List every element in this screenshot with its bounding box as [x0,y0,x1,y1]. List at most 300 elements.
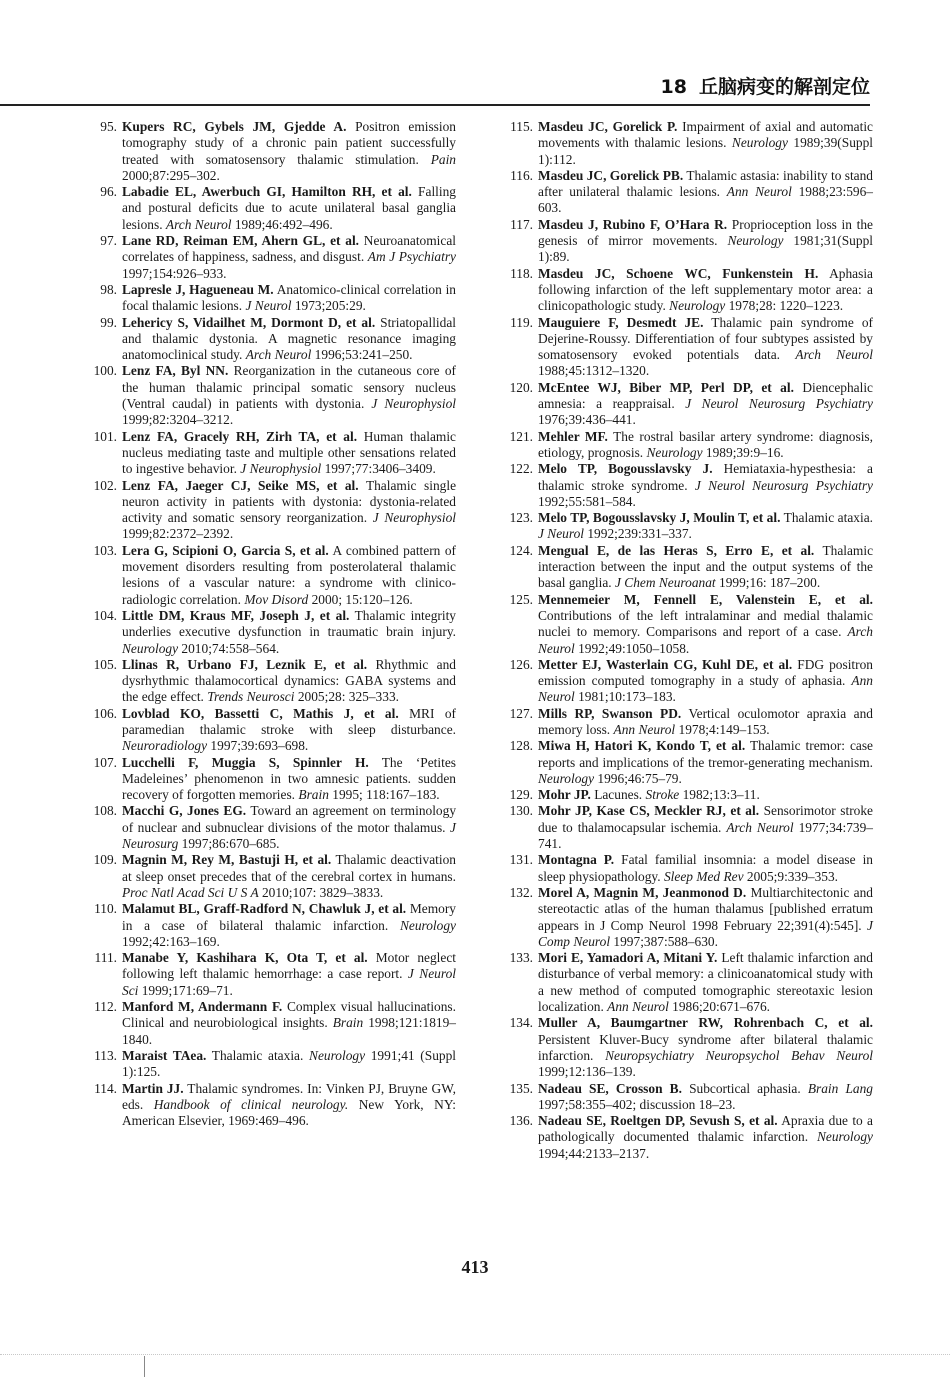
reference-authors: Maraist TAea. [122,1047,207,1063]
reference-text [122,363,456,428]
reference-title: Thalamic tremor: case reports and implications of the tremor-generating mechanism. [538,738,873,770]
reference-title: The ‘Petites Madeleines’ phenomenon in two amnesic patients. sudden recovery of forgotten memories. [122,754,456,803]
reference-entry [502,852,873,885]
reference-text [122,608,456,657]
chapter-title: 丘脑病变的解剖定位 [698,76,870,98]
reference-title: Contributions of the left intralaminar and medial thalamic nuclei to memory. Comparisons and report of a case. [538,607,873,640]
reference-entry [502,543,873,592]
reference-journal: Ann Neurol [538,673,873,705]
references-left-column [86,119,456,1129]
reference-authors: Morel A, Magnin M, Jeanmonod D. [538,884,747,900]
reference-number: 129. [509,787,533,803]
reference-text [538,461,873,510]
reference-title: Motor neglect following left thalamic hemorrhage: a case report. [122,950,456,982]
reference-title: Thalamic deactivation at sleep onset precedes that of the cerebral cortex in humans. [122,852,456,884]
reference-entry [86,999,456,1048]
reference-text [538,738,873,787]
reference-number: 119. [510,314,533,330]
reference-authors: Mehler MF. [538,428,608,444]
reference-citation: 1977;34:739–741. [538,819,873,852]
reference-number: 135. [509,1080,533,1096]
reference-citation: 1995; 118:167–183. [332,787,440,803]
reference-text [122,1081,456,1130]
reference-title: Falling and postural deficits due to acute unilateral basal ganglia lesions. [122,184,456,232]
reference-text [538,787,873,803]
reference-number: 131. [509,852,533,868]
reference-citation: 1997;86:670–685. [181,836,280,852]
reference-number: 101. [93,428,117,444]
reference-entry [86,1081,456,1130]
reference-text [122,233,456,282]
reference-title: Left thalamic infarction and disturbance of verbal memory: a clinicoanatomical study with a new method of computed tomographic stereotaxic lesion localization. [538,950,873,1015]
reference-citation: 1978;4:149–153. [678,721,770,737]
reference-title: Complex visual hallucinations. Clinical and neurobiological insights. [122,999,456,1031]
reference-text [122,803,456,852]
reference-entry [502,738,873,787]
reference-citation: 2010;74:558–564. [181,640,280,656]
reference-text [538,168,873,217]
reference-citation: 2010;107: 3829–3833. [261,884,384,900]
reference-number: 115. [510,119,533,134]
reference-title: Apraxia due to a pathologically documented thalamic infarction. [538,1113,873,1145]
reference-entry [502,315,873,380]
reference-title: Thalamic astasia: inability to stand after unilateral thalamic lesions. [538,167,873,200]
reference-title: Sensorimotor stroke due to thalamocapsular ischemia. [538,803,873,835]
reference-journal: Mov Disord [244,591,309,607]
reference-title: MRI of paramedian thalamic stroke with sleep disturbance. [122,705,456,737]
reference-title: Persistent Kluver-Bucy syndrome after bilateral thalamic infarction. [538,1031,873,1063]
reference-citation: 1981;10:173–183. [578,689,676,705]
reference-authors: Lucchelli F, Muggia S, Spinnler H. [122,754,369,770]
reference-entry [502,787,873,803]
reference-authors: Lovblad KO, Bassetti C, Mathis J, et al. [122,705,399,721]
reference-number: 108. [93,803,117,819]
reference-journal: Neuroradiology [122,738,208,754]
reference-title: Thalamic single neuron activity in patients with dystonia: dystonia-related activity and somatic sensory reorganization. [122,477,457,526]
reference-entry [86,1048,456,1081]
reference-number: 117. [510,216,533,232]
reference-text [122,999,456,1048]
reference-journal: Sleep Med Rev [663,868,744,884]
reference-text [538,119,873,168]
reference-number: 95. [100,119,117,134]
reference-number: 128. [509,738,533,754]
reference-journal: Trends Neurosci [207,689,295,705]
reference-citation: 1999;82:2372–2392. [122,526,234,542]
reference-citation: 1996;46:75–79. [597,770,682,786]
reference-number: 104. [93,607,117,623]
reference-entry [502,168,873,217]
reference-authors: Mohr JP. [538,787,591,803]
reference-authors: Kupers RC, Gybels JM, Gjedde A. [122,119,347,134]
reference-journal: Brain [298,787,329,803]
reference-citation: 1976;39:436–441. [538,412,636,428]
reference-title: Hemiataxia-hypesthesia: a thalamic stroke syndrome. [538,461,873,493]
reference-citation: 1999;171:69–71. [141,982,233,998]
reference-authors: Masdeu JC, Gorelick P. [538,119,678,134]
reference-authors: Nadeau SE, Roeltgen DP, Sevush S, et al. [538,1113,778,1129]
reference-entry [502,657,873,706]
reference-text [122,429,456,478]
reference-number: 121. [509,428,533,444]
reference-citation: 1994;44:2133–2137. [538,1145,650,1161]
reference-citation: 2005;9:339–353. [746,868,839,884]
reference-title: Multiarchitectonic and stereotactic atlas of the human thalamus [published erratum appears in J Comp Neurol 1998 February 22;391(4):545]. [538,884,873,933]
reference-authors: Miwa H, Hatori K, Kondo T, et al. [538,738,746,754]
reference-number: 107. [93,754,117,770]
reference-journal: J Neurol Neurosurg Psychiatry [694,477,874,493]
reference-authors: Manabe Y, Kashihara K, Ota T, et al. [122,950,368,966]
reference-citation: 1978;28: 1220–1223. [728,298,844,314]
reference-journal: Ann Neurol [726,184,792,200]
reference-authors: Little DM, Kraus MF, Joseph J, et al. [122,607,350,623]
running-head [661,72,870,99]
reference-journal: Stroke [645,787,680,803]
reference-authors: Lera G, Scipioni O, Garcia S, et al. [122,542,329,558]
page-header [0,0,950,120]
reference-journal: Arch Neurol [538,624,874,656]
reference-citation: 1988;23:596–603. [538,184,873,216]
reference-text [122,119,456,184]
reference-authors: Mengual E, de las Heras S, Erro E, et al. [538,542,815,558]
reference-authors: Lenz FA, Jaeger CJ, Seike MS, et al. [122,477,359,493]
reference-text [122,315,456,364]
reference-entry [502,1113,873,1162]
reference-authors: Lenz FA, Byl NN. [122,363,229,379]
reference-number: 103. [93,542,117,558]
reference-number: 133. [509,950,533,966]
reference-title: Thalamic pain syndrome of Dejerine-Roussy. Differentiation of four subtypes assisted by somatosensory evoked potentials data. [538,314,873,363]
reference-authors: Mauguiere F, Desmedt JE. [538,314,704,330]
reference-title: Thalamic ataxia. [211,1047,304,1063]
reference-journal: J Neurophysiol [372,510,456,526]
reference-citation: 1999;82:3204–3212. [122,412,234,428]
reference-citation: 2000;87:295–302. [122,167,220,183]
reference-number: 120. [509,379,533,395]
reference-authors: Melo TP, Bogousslavsky J, Moulin T, et al. [538,510,781,526]
reference-citation: 1986;20:671–676. [672,999,770,1015]
reference-title: Fatal familial insomnia: a model disease in sleep physiopathology. [538,852,873,884]
reference-citation: 1988;45:1312–1320. [538,363,650,379]
reference-title: Thalamic syndromes. In: Vinken PJ, Bruyne GW, eds. [122,1080,456,1112]
reference-entry [502,217,873,266]
reference-citation: 1992;55:581–584. [538,493,636,509]
reference-number: 98. [100,281,117,297]
reference-authors: Montagna P. [538,852,615,868]
reference-authors: Labadie EL, Awerbuch GI, Hamilton RH, et al. [122,184,412,200]
reference-authors: Metter EJ, Wasterlain CG, Kuhl DE, et al. [538,656,793,672]
reference-text [538,885,873,950]
reference-text [538,543,873,592]
reference-text [538,1081,873,1114]
reference-title: Human thalamic nucleus mediating taste and multiple other sensations related to ingestive behavior. [122,428,456,477]
reference-journal: J Neurophysiol [371,396,456,412]
reference-title: Anatomico-clinical correlation in focal thalamic lesions. [122,281,456,314]
reference-title: Proprioception loss in the genesis of mirror movements. [538,216,873,249]
reference-journal: J Neurophysiol [240,461,322,477]
reference-text [538,315,873,380]
reference-entry [86,478,456,543]
reference-authors: Manford M, Andermann F. [122,999,283,1015]
reference-citation: 1997;58:355–402; discussion 18–23. [538,1096,736,1112]
reference-title: Memory in a case of bilateral thalamic infarction. [122,901,456,933]
reference-entry [502,119,873,168]
reference-entry [86,608,456,657]
reference-text [538,266,873,315]
reference-citation: 1997;387:588–630. [613,933,718,949]
reference-number: 130. [509,803,533,819]
reference-title: Impairment of axial and automatic movements with thalamic lesions. [538,119,873,151]
reference-entry [86,901,456,950]
reference-citation: 1982;13:3–11. [682,787,760,803]
reference-number: 118. [510,265,533,281]
reference-entry [86,852,456,901]
reference-title: A combined pattern of movement disorders resulting from posterolateral thalamic lesions of a vascular nature: a syndrome with clinico-radiologic correlation. [122,542,456,607]
reference-text [538,657,873,706]
reference-title: Thalamic integrity underlies executive dysfunction in traumatic brain injury. [122,607,456,640]
reference-number: 122. [509,461,533,477]
reference-authors: Mills RP, Swanson PD. [538,705,682,721]
reference-entry [86,755,456,804]
reference-journal: J Neurol Neurosurg Psychiatry [685,396,873,412]
reference-text [122,755,456,804]
reference-number: 102. [93,477,117,493]
reference-journal: Neurology [122,640,179,656]
reference-entry [502,706,873,739]
reference-title: Diencephalic amnesia: a reappraisal. [538,379,873,412]
reference-journal: Proc Natl Acad Sci U S A [122,884,259,900]
reference-authors: Mennemeier M, Fennell E, Valenstein E, et al. [538,591,873,607]
reference-entry [502,429,873,462]
reference-journal: Am J Psychiatry [367,249,456,265]
reference-text [122,184,456,233]
reference-authors: Masdeu J, Rubino F, O’Hara R. [538,216,728,232]
reference-text [538,852,873,885]
reference-citation: 1989;39:9–16. [705,444,784,460]
reference-journal: J Neurol Sci [122,966,456,998]
reference-entry [502,1015,873,1080]
reference-authors: Mohr JP, Kase CS, Meckler RJ, et al. [538,803,760,819]
reference-entry [86,119,456,184]
reference-journal: Neurology [309,1047,366,1063]
reference-journal: Brain [332,1015,364,1031]
reference-title: FDG positron emission computed tomography in a study of aphasia. [538,656,873,689]
reference-text [122,950,456,999]
reference-number: 126. [509,656,533,672]
reference-text [538,429,873,462]
reference-title: Rhythmic and dysrhythmic thalamocortical dynamics: GABA systems and the edge effect. [122,656,456,705]
reference-authors: Lehericy S, Vidailhet M, Dormont D, et al. [122,314,376,330]
reference-title: The rostral basilar artery syndrome: diagnosis, etiology, prognosis. [538,428,873,460]
reference-text [538,1113,873,1162]
reference-entry [86,543,456,608]
reference-entry [86,706,456,755]
reference-number: 124. [509,542,533,558]
reference-title: Thalamic ataxia. [783,510,873,526]
reference-journal: Pain [430,151,456,167]
reference-journal: Neurology [646,444,703,460]
reference-title: Striatopallidal and thalamic dystonia. A magnetic resonance imaging anatomoclinical study. [122,314,456,363]
reference-title: Positron emission tomography study of a chronic pain patient successfully treated with somatosensory thalamic stimulation. [122,119,456,167]
reference-number: 106. [93,705,117,721]
reference-number: 100. [93,363,117,379]
reference-citation: 1973;205:29. [294,298,366,314]
reference-number: 136. [509,1113,533,1129]
reference-entry [86,429,456,478]
reference-citation: 2000; 15:120–126. [311,591,413,607]
reference-entry [502,950,873,1015]
reference-number: 123. [509,510,533,526]
reference-authors: Macchi G, Jones EG. [122,803,247,819]
reference-text [538,950,873,1015]
reference-text [122,1048,456,1081]
reference-journal: J Comp Neurol [538,917,873,949]
reference-entry [502,380,873,429]
references-right-column [502,119,873,1162]
page-number: 413 [461,1257,489,1277]
reference-entry [502,592,873,657]
reference-journal: Neurology [731,135,788,151]
reference-authors: McEntee WJ, Biber MP, Perl DP, et al. [538,379,794,395]
reference-authors: Magnin M, Rey M, Bastuji H, et al. [122,852,332,868]
reference-journal: Brain Lang [807,1080,873,1096]
reference-citation: 1991;41 (Suppl 1):125. [122,1047,456,1080]
reference-title: Aphasia following infarction of the left supplementary motor area: a clinicopathologic study. [538,265,874,314]
reference-text [122,478,456,543]
reference-number: 110. [94,901,117,917]
reference-number: 132. [509,884,533,900]
reference-citation: 1997;39:693–698. [210,738,309,754]
reference-title: Thalamic interaction between the input and the output systems of the basal ganglia. [538,542,874,591]
reference-text [122,901,456,950]
reference-entry [86,233,456,282]
reference-citation: 1992;239:331–337. [587,526,692,542]
reference-citation: 1997;77:3406–3409. [324,461,436,477]
reference-number: 111. [94,950,117,966]
reference-text [122,852,456,901]
reference-entry [86,315,456,364]
reference-number: 97. [100,233,117,249]
reference-number: 112. [94,999,117,1015]
reference-entry [86,803,456,852]
reference-title: Toward an agreement on terminology of nuclear and subnuclear divisions of the motor thalamus. [122,803,457,835]
reference-citation: 2005;28: 325–333. [297,689,399,705]
reference-journal: Arch Neurol [726,819,794,835]
reference-journal: Handbook of clinical neurology. [153,1096,349,1112]
reference-journal: Neuropsychiatry Neuropsychol Behav Neurol [605,1047,873,1063]
reference-title: Subcortical aphasia. [689,1080,801,1096]
reference-authors: Malamut BL, Graff-Radford N, Chawluk J, et al. [122,901,407,917]
reference-journal: Ann Neurol [613,721,676,737]
reference-citation: 1997;154:926–933. [122,265,227,281]
reference-text [122,657,456,706]
reference-number: 116. [510,167,533,183]
reference-authors: Melo TP, Bogousslavsky J. [538,461,713,477]
reference-journal: Arch Neurol [245,347,312,363]
reference-journal: J Neurosurg [122,819,456,852]
reference-text [122,282,456,315]
reference-title: Reorganization in the cutaneous core of the human thalamic principal somatic sensory nucleus (Ventral caudal) in patients with dystonia. [122,363,457,412]
reference-text [538,803,873,852]
reference-number: 125. [509,591,533,607]
reference-entry [502,510,873,543]
reference-text [538,380,873,429]
reference-journal: Neurology [538,770,595,786]
reference-authors: Llinas R, Urbano FJ, Leznik E, et al. [122,656,368,672]
reference-journal: J Neurol [245,298,292,314]
reference-authors: Nadeau SE, Crosson B. [538,1080,682,1096]
reference-authors: Mori E, Yamadori A, Mitani Y. [538,950,718,966]
reference-text [122,706,456,755]
reference-authors: Masdeu JC, Schoene WC, Funkenstein H. [538,265,819,281]
reference-title: Lacunes. [594,787,643,803]
reference-authors: Lapresle J, Hagueneau M. [122,281,274,297]
reference-text [538,217,873,266]
reference-text [538,1015,873,1080]
header-rule [0,104,870,106]
reference-text [122,543,456,608]
reference-entry [502,803,873,852]
reference-journal: Neurology [669,298,726,314]
reference-citation: 1981;31(Suppl 1):89. [538,233,873,265]
reference-number: 109. [93,852,117,868]
footer-tick-mark [144,1356,145,1377]
reference-text [538,510,873,543]
reference-entry [86,950,456,999]
reference-authors: Lenz FA, Gracely RH, Zirh TA, et al. [122,428,358,444]
reference-number: 105. [93,656,117,672]
reference-entry [86,657,456,706]
reference-citation: 1989;39(Suppl 1):112. [538,135,873,167]
reference-journal: Arch Neurol [795,347,873,363]
reference-authors: Muller A, Baumgartner RW, Rohrenbach C, et al. [538,1015,873,1031]
reference-journal: Neurology [816,1129,873,1145]
reference-entry [86,363,456,428]
reference-citation: 1996;53:241–250. [314,347,413,363]
reference-title: Neuroanatomical correlates of happiness, sadness, and disgust. [122,233,456,265]
reference-text [538,706,873,739]
reference-citation: 1992;42:163–169. [122,933,220,949]
reference-journal: Neurology [399,917,456,933]
reference-citation: 1992;49:1050–1058. [578,640,690,656]
chapter-number: 18 [660,76,687,98]
reference-number: 134. [509,1015,533,1031]
reference-number: 127. [509,705,533,721]
reference-entry [502,266,873,315]
reference-citation: 1999;16: 187–200. [719,575,821,591]
reference-number: 96. [100,184,117,200]
reference-journal: J Chem Neuroanat [614,575,716,591]
reference-journal: Arch Neurol [165,216,232,232]
reference-entry [502,1081,873,1114]
reference-number: 114. [94,1080,117,1096]
reference-number: 99. [100,314,117,330]
reference-authors: Martin JJ. [122,1080,184,1096]
reference-authors: Lane RD, Reiman EM, Ahern GL, et al. [122,233,360,249]
reference-title: Vertical oculomotor apraxia and memory loss. [538,705,873,737]
reference-citation: 1989;46:492–496. [234,216,333,232]
reference-entry [502,885,873,950]
reference-authors: Masdeu JC, Gorelick PB. [538,167,684,183]
footer-scan-line [0,1354,950,1355]
reference-number: 113. [94,1047,117,1063]
reference-journal: Neurology [727,233,784,249]
reference-journal: Ann Neurol [607,999,669,1015]
reference-entry [86,184,456,233]
reference-text [538,592,873,657]
reference-entry [502,461,873,510]
reference-entry [86,282,456,315]
